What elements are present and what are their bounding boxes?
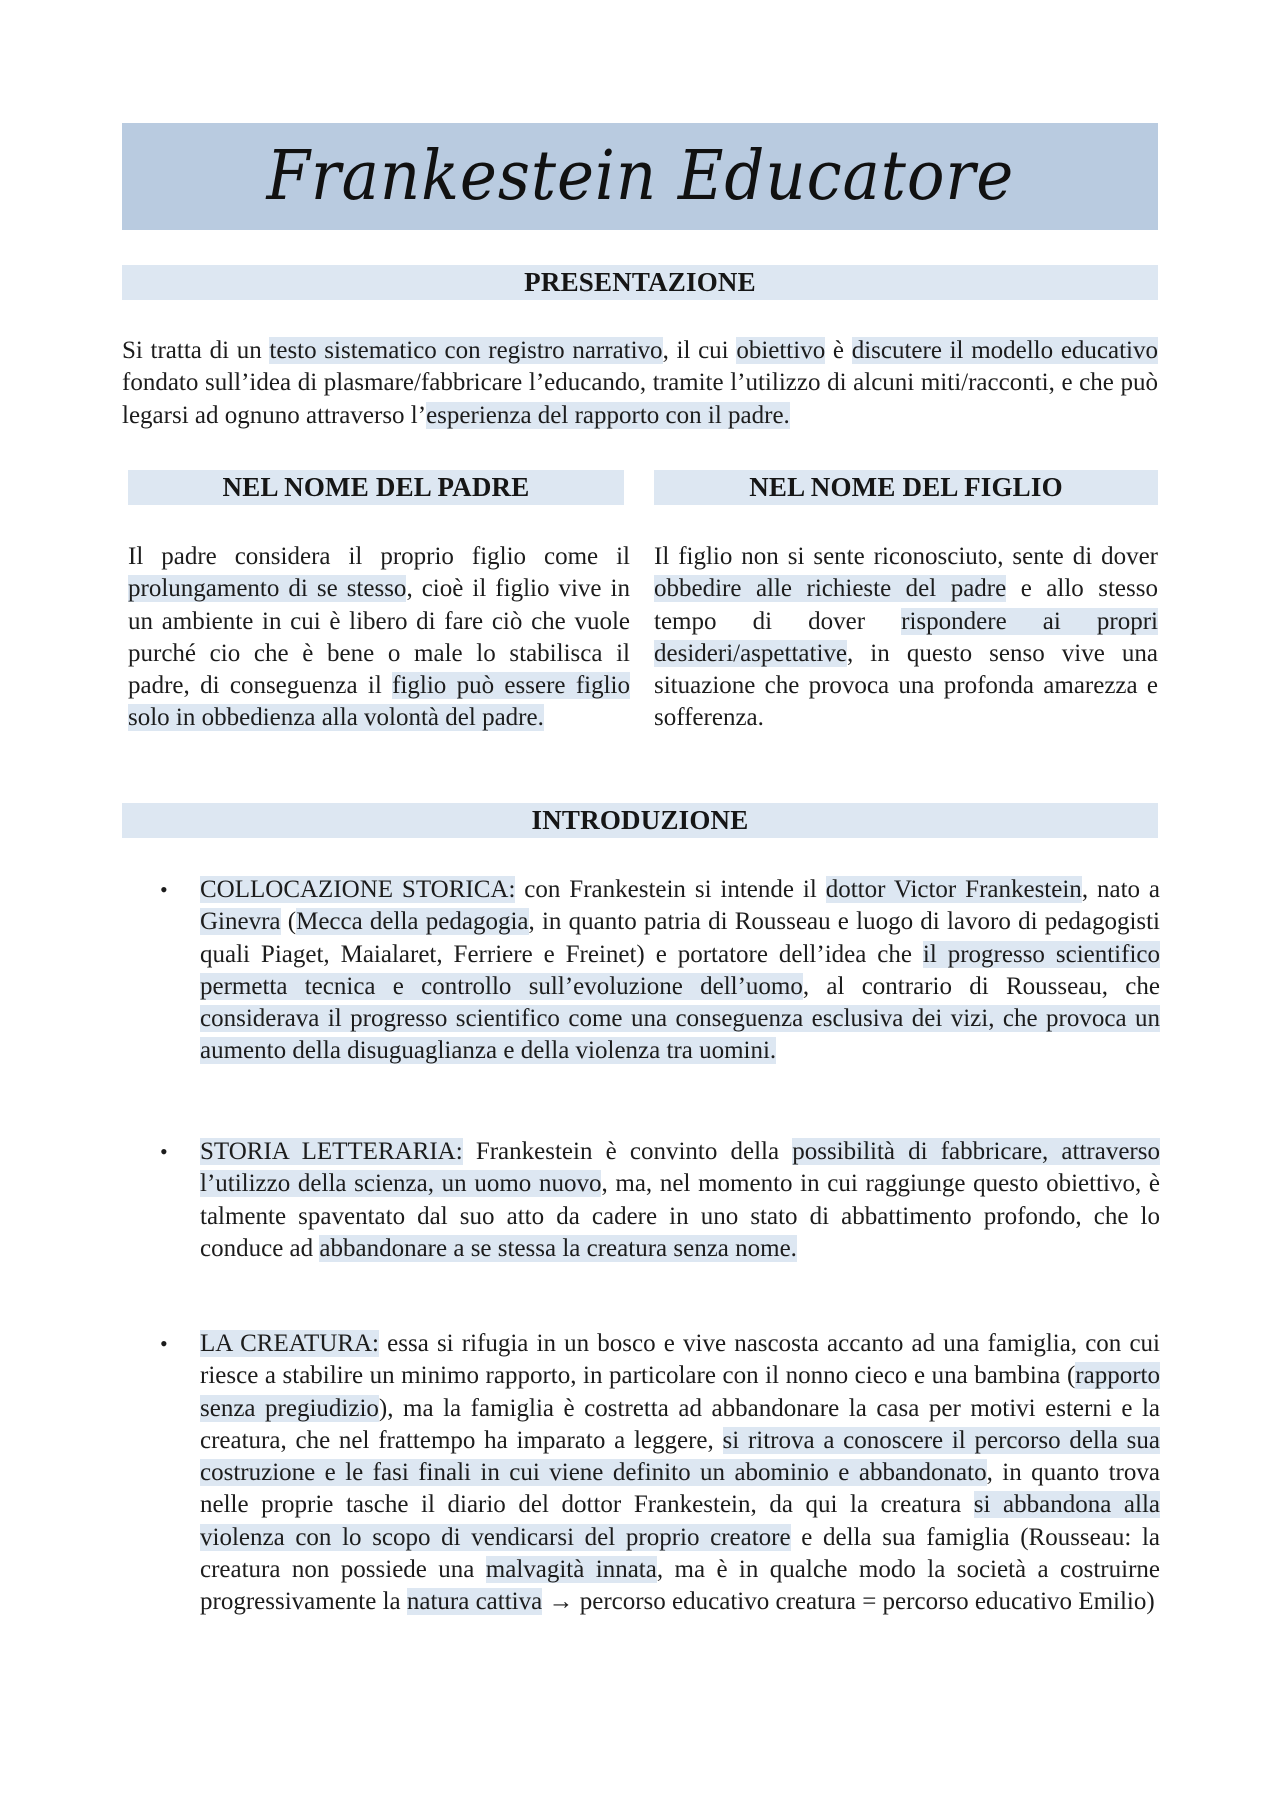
heading-introduzione: INTRODUZIONE (122, 803, 1158, 838)
highlighted-text: abbandonare a se stessa la creatura senza nome. (319, 1234, 797, 1262)
highlighted-text: testo sistematico con registro narrativo (269, 337, 663, 364)
text-segment: è (825, 337, 852, 364)
highlighted-text: LA CREATURA: (200, 1330, 379, 1357)
text-segment: , cioè il figlio vive in un ambiente in cui è libero di fare ciò che vuole purché cio che è bene o male lo stabilisca il padre, di conseguenza il (128, 575, 630, 700)
list-item-text (200, 1136, 1160, 1265)
highlighted-text: rispondere ai propri desideri/aspettative (654, 607, 1159, 667)
highlighted-text: dottor Victor Frankestein (825, 876, 1082, 903)
text-segment: ), ma la famiglia è costretta ad abbandonare la casa per motivi esterni e la creatura, che nel frattempo ha imparato a leggere, (200, 1394, 1161, 1454)
highlighted-text: il progresso scientifico permetta tecnica e controllo sull’evoluzione dell’uomo (200, 940, 1160, 1000)
paragraph-presentazione (122, 335, 1158, 432)
list-item-text (200, 1328, 1160, 1619)
text-segment: → percorso educativo creatura = percorso educativo Emilio) (542, 1588, 1155, 1616)
bullet-icon: • (160, 1331, 168, 1356)
text-segment: e allo stesso tempo di dover (654, 575, 1158, 635)
paragraph-padre (128, 541, 630, 735)
list-item (160, 1136, 1160, 1265)
text-segment: , nato a (1081, 876, 1161, 903)
text-segment: Si tratta di un (122, 337, 270, 364)
highlighted-text: COLLOCAZIONE STORICA: (200, 876, 516, 903)
text-segment: , in questo senso vive una situazione che provoca una profonda amarezza e sofferenza. (654, 639, 1158, 732)
highlighted-text: malvagità innata (485, 1556, 657, 1584)
highlighted-text: natura cattiva (406, 1588, 543, 1616)
list-item-text (200, 874, 1160, 1068)
text-segment: , in quanto patria di Rousseau e luogo di lavoro di pedagogisti quali Piaget, Maialaret, Ferriere e Freinet) e portatore dell’idea che (200, 908, 1161, 968)
text-segment: Il figlio non si sente riconosciuto, sente di dover (654, 543, 1158, 570)
highlighted-text: Ginevra (200, 908, 281, 936)
highlighted-text: rapporto senza pregiudizio (200, 1362, 1160, 1422)
highlighted-text: discutere il modello educativo (851, 337, 1158, 364)
page-title: Frankestein Educatore (266, 137, 1014, 216)
text-segment: , ma, nel momento in cui raggiunge questo obiettivo, è talmente spaventato dal suo atto da cadere in uno stato di abbattimento profondo, che lo conduce ad (200, 1170, 1161, 1262)
highlighted-text: si abbandona alla violenza con lo scopo di vendicarsi del proprio creatore (200, 1491, 1160, 1551)
text-segment: e della sua famiglia (Rousseau: la creatura non possiede una (200, 1523, 1160, 1584)
highlighted-text: figlio può essere figlio solo in obbedienza alla volontà del padre. (128, 672, 630, 732)
highlighted-text: possibilità di fabbricare, attraverso l’utilizzo della scienza, un uomo nuovo (200, 1138, 1160, 1198)
text-segment: essa si rifugia in un bosco e vive nascosta accanto ad una famiglia, con cui riesce a stabilire un minimo rapporto, in particolare con il nonno cieco e una bambina ( (200, 1330, 1160, 1390)
list-item (160, 1328, 1160, 1619)
heading-padre: NEL NOME DEL PADRE (128, 470, 624, 505)
bullet-icon: • (160, 1139, 168, 1164)
text-segment: , il cui (662, 337, 737, 364)
text-segment: Il padre considera il proprio figlio come il (128, 543, 630, 570)
highlighted-text: obbedire alle richieste del padre (654, 575, 1007, 603)
text-segment: ( (280, 908, 297, 936)
highlighted-text: STORIA LETTERARIA: (200, 1138, 463, 1165)
text-segment: fondato sull’idea di plasmare/fabbricare l’educando, tramite l’utilizzo di alcuni miti/racconti, e che può legarsi ad ognuno attraverso l’ (122, 369, 1158, 429)
highlighted-text: considerava il progresso scientifico come una conseguenza esclusiva dei vizi, che provoca un aumento della disuguaglianza e della violenza tra uomini. (200, 1005, 1160, 1065)
text-segment: , in quanto trova nelle proprie tasche il diario del dottor Frankestein, da qui la creatura (200, 1459, 1160, 1519)
text-segment: con Frankestein si intende il (515, 876, 826, 903)
title-banner (122, 123, 1158, 230)
highlighted-text: obiettivo (736, 337, 826, 364)
highlighted-text: prolungamento di se stesso (128, 575, 407, 603)
text-segment: , ma è in qualche modo la società a costruirne progressivamente la (200, 1556, 1160, 1616)
highlighted-text: si ritrova a conoscere il percorso della sua costruzione e le fasi finali in cui viene definito un abominio e abbandonato (200, 1426, 1160, 1487)
heading-figlio: NEL NOME DEL FIGLIO (654, 470, 1158, 505)
paragraph-figlio (654, 541, 1158, 735)
bullet-icon: • (160, 877, 168, 902)
text-segment: , al contrario di Rousseau, che (802, 972, 1160, 1000)
heading-presentazione: PRESENTAZIONE (122, 265, 1158, 300)
highlighted-text: Mecca della pedagogia (296, 908, 529, 936)
list-item (160, 874, 1160, 1068)
text-segment: Frankestein è convinto della (462, 1138, 793, 1165)
highlighted-text: esperienza del rapporto con il padre. (426, 401, 790, 429)
